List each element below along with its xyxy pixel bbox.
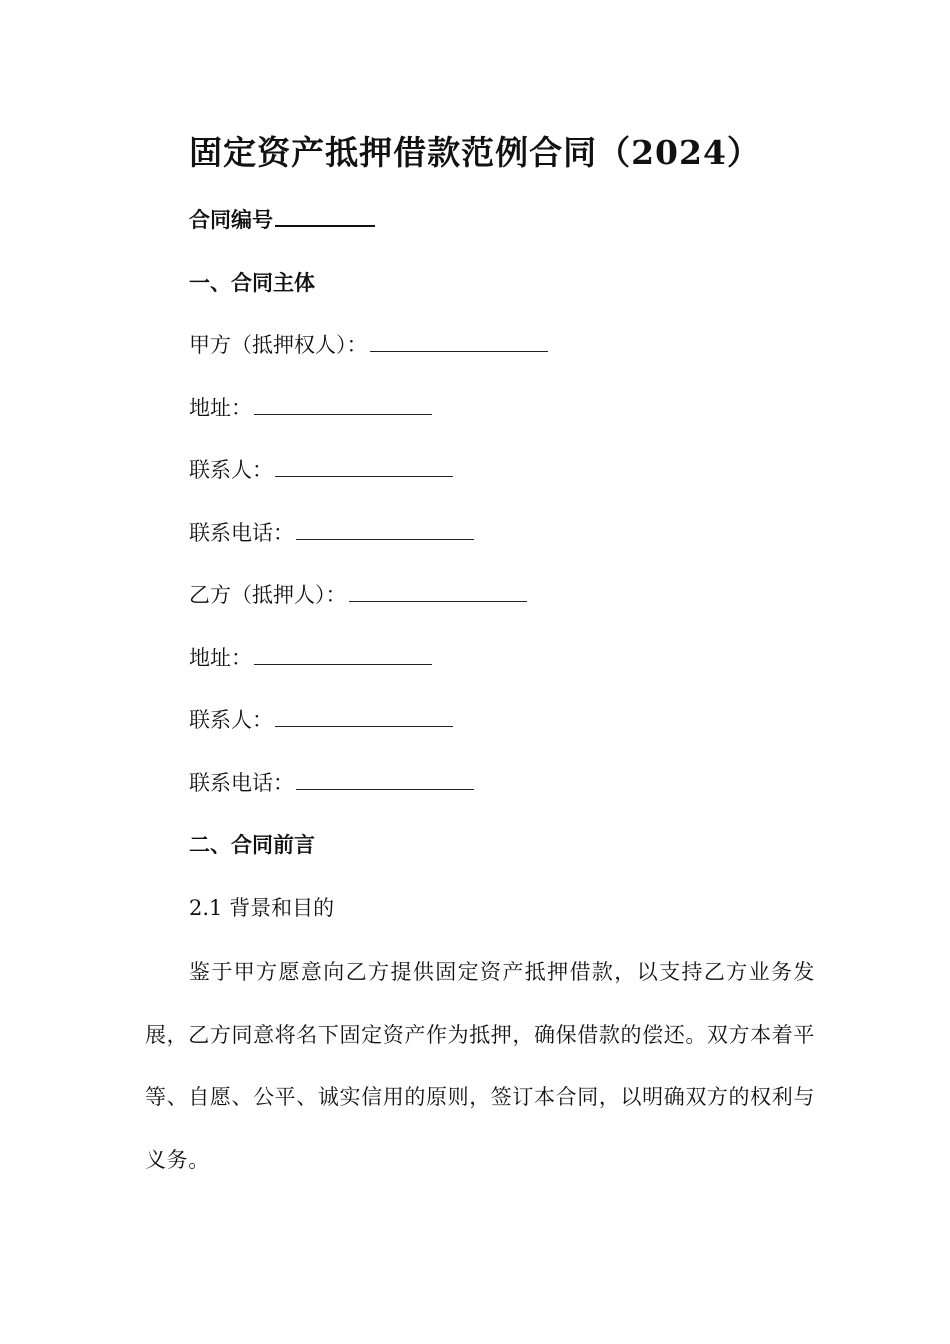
party-a-phone-blank[interactable] (296, 521, 474, 540)
contract-number-label: 合同编号 (189, 207, 273, 232)
section2-heading: 二、合同前言 (189, 832, 315, 857)
party-b-contact-blank[interactable] (275, 708, 453, 727)
party-a-contact-row (189, 455, 453, 485)
party-a-label: 甲方（抵押权人）： (189, 333, 368, 357)
party-b-contact-row (189, 705, 453, 735)
contract-number-row (189, 205, 375, 235)
party-b-address-blank[interactable] (254, 646, 432, 665)
party-a-contact-blank[interactable] (275, 458, 453, 477)
party-b-address-label: 地址： (189, 646, 252, 670)
background-paragraph: 鉴于甲方愿意向乙方提供固定资产抵押借款，以支持乙方业务发展，乙方同意将名下固定资产作为抵押，确保借款的偿还。双方本着平等、自愿、公平、诚实信用的原则，签订本合同，以明确双方的权利与义务。 (145, 960, 815, 1172)
party-a-blank[interactable] (370, 333, 548, 352)
party-b-blank[interactable] (349, 583, 527, 602)
contract-number-blank[interactable] (275, 207, 375, 227)
party-b-contact-label: 联系人： (189, 708, 273, 732)
party-b-phone-blank[interactable] (296, 771, 474, 790)
party-a-phone-row (189, 518, 474, 548)
party-a-contact-label: 联系人： (189, 458, 273, 482)
party-b-label: 乙方（抵押人）： (189, 583, 347, 607)
party-b-address-row (189, 643, 432, 673)
party-b-phone-row (189, 768, 474, 798)
party-b-row (189, 580, 527, 610)
section2-subheading: 2.1 背景和目的 (189, 896, 335, 920)
party-b-phone-label: 联系电话： (189, 771, 294, 795)
section1-heading: 一、合同主体 (189, 270, 315, 295)
party-a-address-label: 地址： (189, 396, 252, 420)
party-a-address-blank[interactable] (254, 396, 432, 415)
party-a-row (189, 330, 548, 360)
document-title: 固定资产抵押借款范例合同（2024） (189, 133, 761, 172)
party-a-address-row (189, 393, 432, 423)
party-a-phone-label: 联系电话： (189, 521, 294, 545)
